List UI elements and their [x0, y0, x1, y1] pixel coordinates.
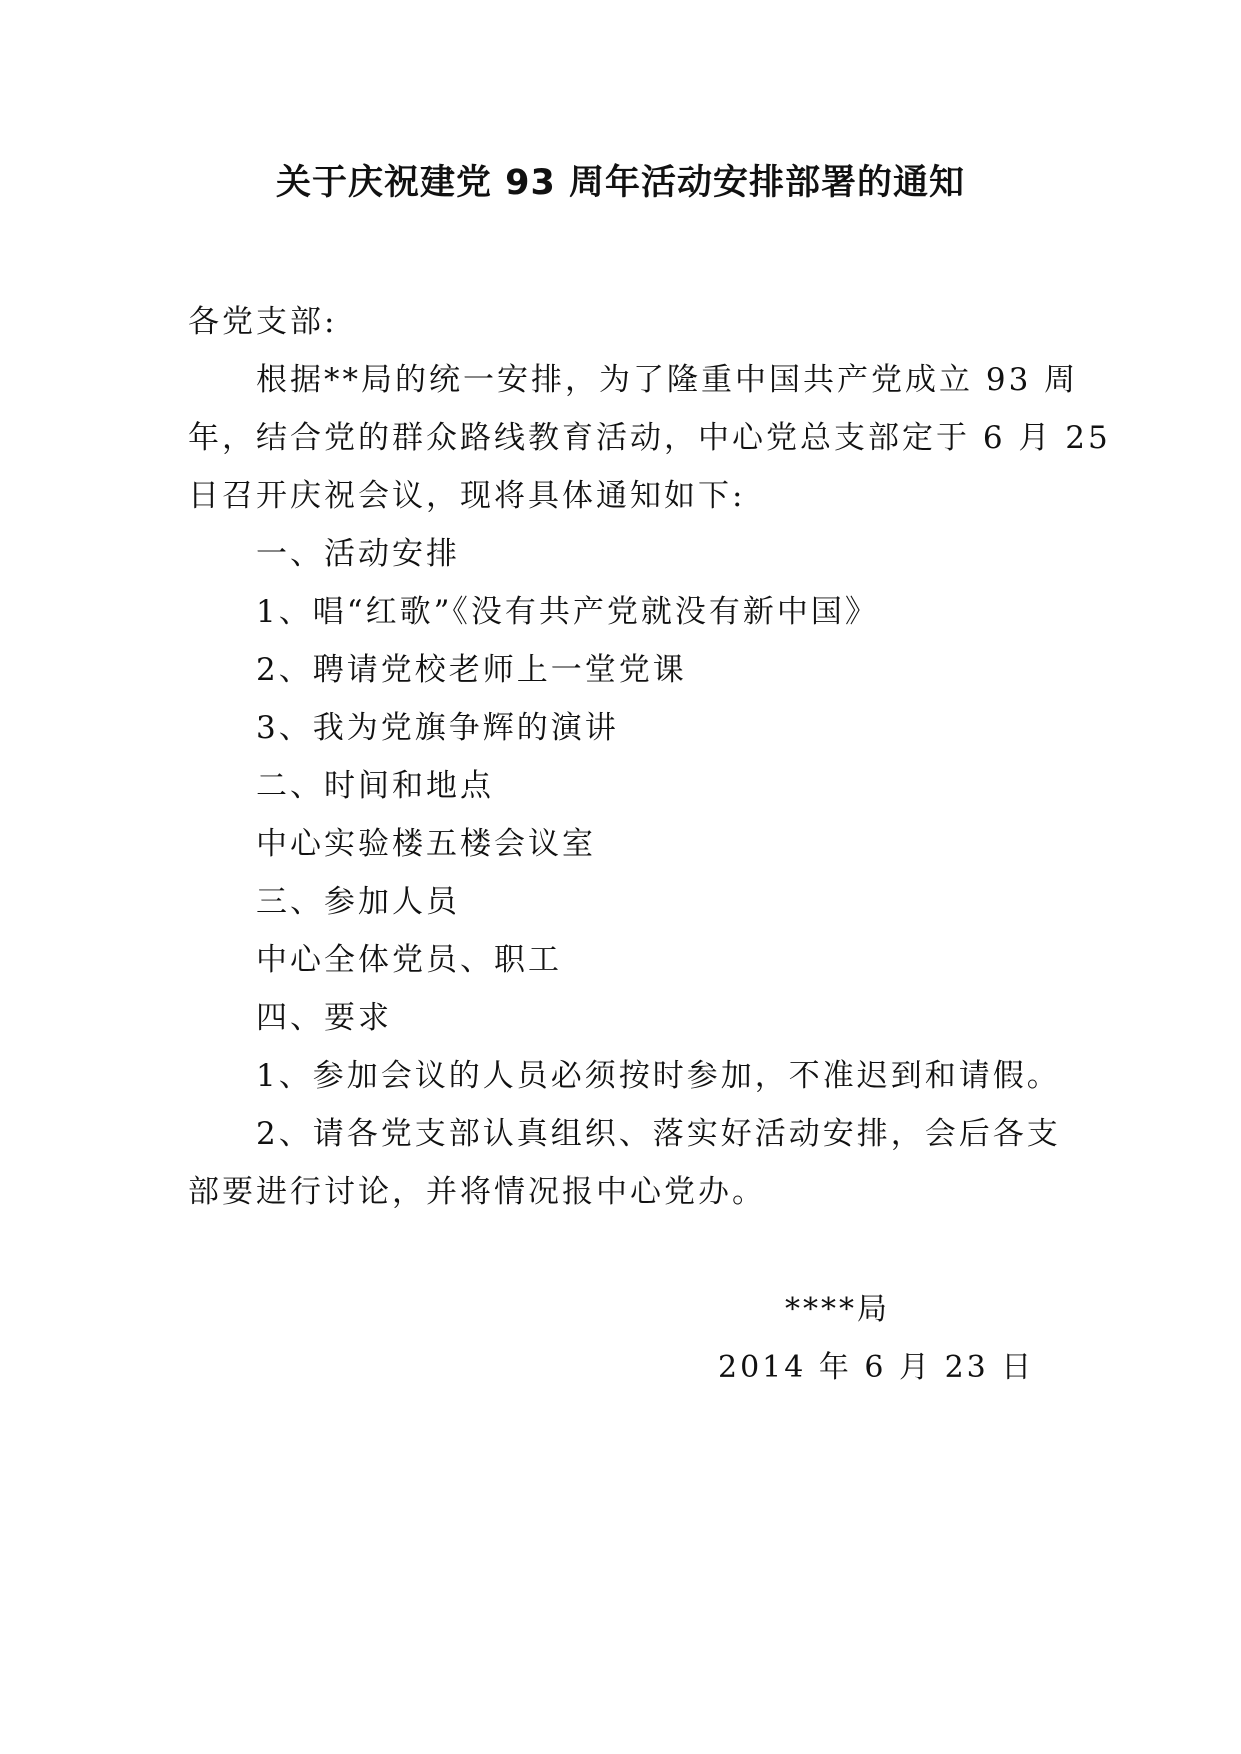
intro-line-1: 根据**局的统一安排，为了隆重中国共产党成立 93 周	[256, 362, 1079, 398]
requirement-item-1: 1、参加会议的人员必须按时参加，不准迟到和请假。	[256, 1058, 1061, 1094]
section-heading-activities: 一、活动安排	[256, 536, 460, 572]
requirement-item-2-line-2: 部要进行讨论，并将情况报中心党办。	[188, 1174, 766, 1210]
section-heading-requirements: 四、要求	[256, 1000, 392, 1036]
section-heading-time-place: 二、时间和地点	[256, 768, 494, 804]
activity-item-2: 2、聘请党校老师上一堂党课	[256, 652, 687, 688]
document-body	[188, 293, 1111, 1221]
signature-org: ****局	[785, 1292, 890, 1327]
venue-text: 中心实验楼五楼会议室	[256, 826, 596, 862]
activity-item-1: 1、唱“红歌”《没有共产党就没有新中国》	[256, 594, 879, 630]
salutation: 各党支部:	[188, 304, 338, 340]
document-title: 关于庆祝建党 93 周年活动安排部署的通知	[275, 163, 966, 203]
intro-line-3: 日召开庆祝会议，现将具体通知如下:	[188, 478, 746, 514]
signature-date: 2014 年 6 月 23 日	[718, 1350, 1035, 1385]
participants-text: 中心全体党员、职工	[256, 942, 562, 978]
requirement-item-2-line-1: 2、请各党支部认真组织、落实好活动安排，会后各支	[256, 1116, 1061, 1152]
activity-item-3: 3、我为党旗争辉的演讲	[256, 710, 619, 746]
intro-line-2: 年，结合党的群众路线教育活动，中心党总支部定于 6 月 25	[188, 420, 1111, 456]
section-heading-participants: 三、参加人员	[256, 884, 460, 920]
